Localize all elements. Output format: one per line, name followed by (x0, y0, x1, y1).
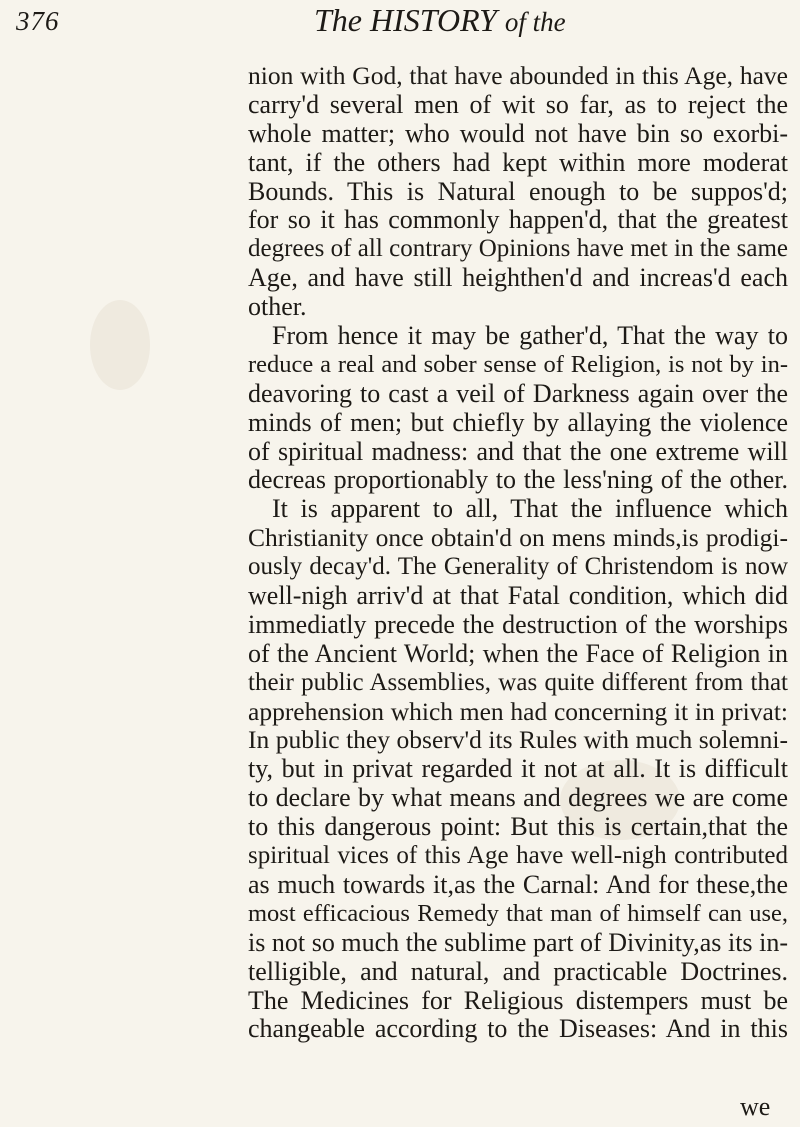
text-line: Age, and have still heighthen'd and increas'd each (248, 263, 788, 293)
text-line: whole matter; who would not have bin so exorbi- (248, 118, 788, 148)
text-line: ously decay'd. The Generality of Christendom is now (248, 553, 788, 581)
text-line: degrees of all contrary Opinions have met in the same (248, 235, 788, 263)
text-line: to declare by what means and degrees we are come (248, 783, 788, 813)
running-head-the: The (314, 2, 362, 38)
text-line: Christianity once obtain'd on mens minds,is prodigi- (248, 523, 788, 553)
text-line: changeable according to the Diseases: And in this (248, 1014, 788, 1044)
paper-stain (90, 300, 150, 390)
text-line: well-nigh arriv'd at that Fatal condition, which did (248, 581, 788, 611)
text-line: for so it has commonly happen'd, that the greatest (248, 205, 788, 235)
text-line: spiritual vices of this Age have well-nigh contributed (248, 842, 788, 870)
text-line: From hence it may be gather'd, That the way to (272, 321, 788, 351)
text-line: as much towards it,as the Carnal: And for these,the (248, 869, 788, 899)
text-line: other. (248, 292, 307, 322)
text-line: It is apparent to all, That the influence which (272, 494, 788, 524)
text-line: to this dangerous point: But this is certain,that the (248, 812, 788, 842)
text-line: ty, but in privat regarded it not at all. It is difficult (248, 754, 788, 784)
text-line: is not so much the sublime part of Divinity,as its in- (248, 927, 788, 957)
text-line: carry'd several men of wit so far, as to reject the (248, 89, 788, 119)
running-head-of-the: of the (504, 7, 566, 37)
text-line: apprehension which men had concerning it in privat: (248, 696, 788, 726)
text-line: immediatly precede the destruction of the worships (248, 609, 788, 639)
text-line: In public they observ'd its Rules with much solemni- (248, 725, 788, 755)
text-line: deavoring to cast a veil of Darkness again over the (248, 378, 788, 408)
text-line: reduce a real and sober sense of Religion, is not by in- (248, 350, 788, 378)
catchword: we (740, 1092, 771, 1121)
text-line: their public Assemblies, was quite different from that (248, 668, 788, 696)
running-head-history: HISTORY (370, 2, 497, 38)
body-text (248, 62, 788, 1044)
text-line: Bounds. This is Natural enough to be suppos'd; (248, 176, 788, 206)
running-head (314, 2, 566, 39)
text-line: decreas proportionably to the less'ning of the other. (248, 465, 788, 495)
text-line: tant, if the others had kept within more moderat (248, 147, 788, 177)
text-line: The Medicines for Religious distempers must be (248, 985, 788, 1015)
text-line: telligible, and natural, and practicable Doctrines. (248, 956, 788, 986)
text-line: of the Ancient World; when the Face of Religion in (248, 638, 788, 668)
page-number: 376 (16, 6, 60, 36)
text-line: most efficacious Remedy that man of himself can use, (248, 899, 788, 927)
text-line: of spiritual madness: and that the one extreme will (248, 436, 788, 466)
text-line: minds of men; but chiefly by allaying the violence (248, 407, 788, 437)
text-line: nion with God, that have abounded in this Age, have (248, 61, 788, 90)
